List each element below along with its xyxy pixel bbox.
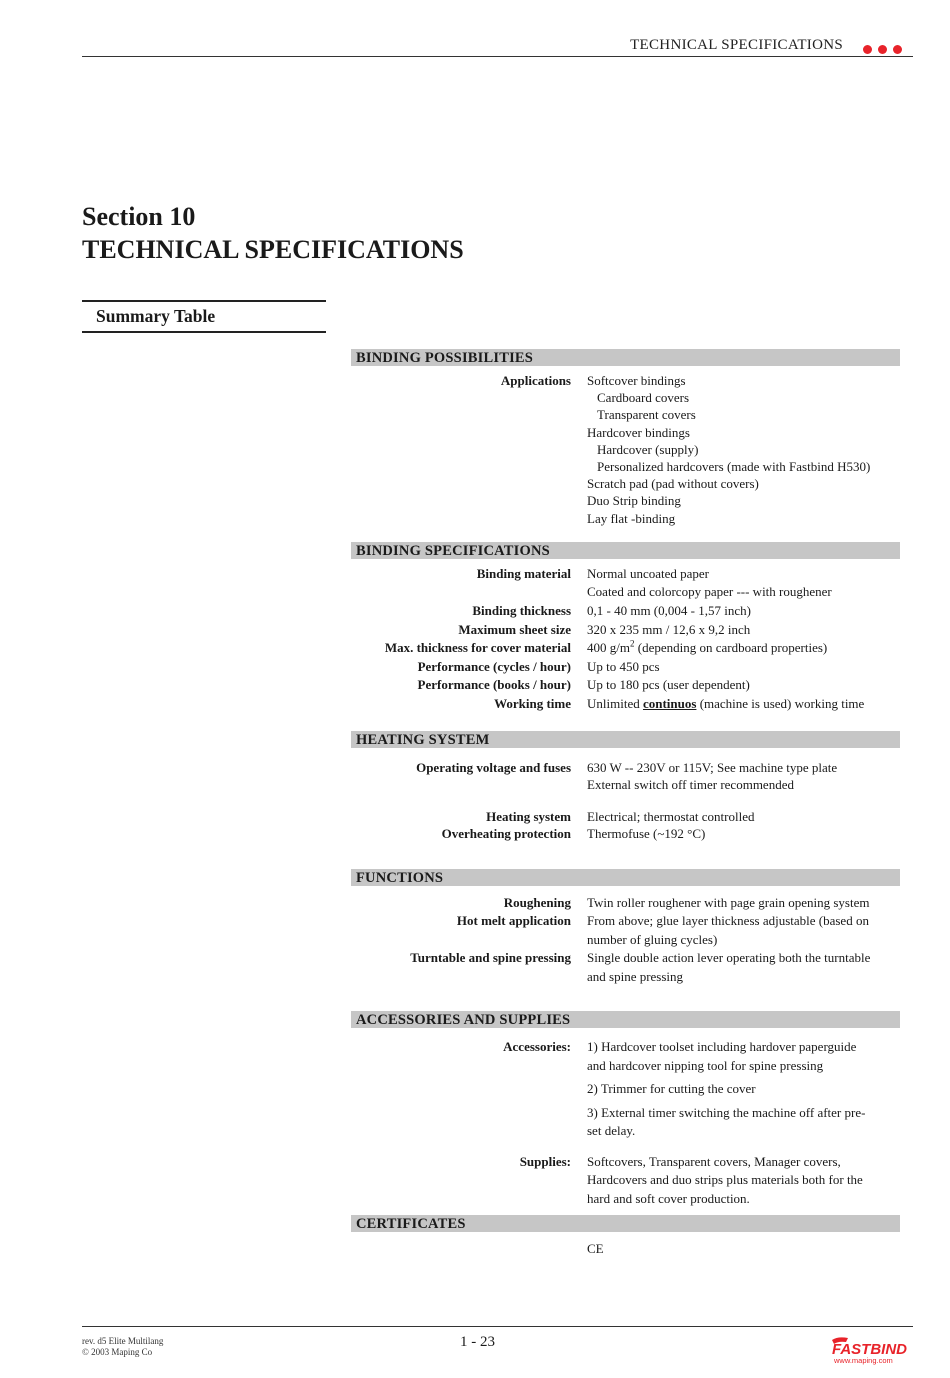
section-title: TECHNICAL SPECIFICATIONS <box>82 235 464 264</box>
spec-label: Supplies: <box>519 1153 571 1169</box>
section-number: Section 10 <box>82 202 196 231</box>
spec-row <box>351 658 900 677</box>
spec-row-heating-system <box>351 808 900 825</box>
spec-value: 630 W -- 230V or 115V; See machine type plate External switch off timer recommended <box>587 759 838 792</box>
spec-value: 320 x 235 mm / 12,6 x 9,2 inch <box>587 621 751 637</box>
spec-row <box>351 676 900 695</box>
page-number: 1 - 23 <box>460 1334 495 1350</box>
spec-value: Softcovers, Transparent covers, Manager covers, Hardcovers and duo strips plus materials both for the hard and soft cover production. <box>587 1153 863 1206</box>
spec-table <box>351 349 900 1258</box>
spec-row <box>351 639 900 658</box>
spec-row <box>351 565 900 584</box>
spec-label <box>351 583 587 602</box>
section-bar-heating-system: HEATING SYSTEM <box>351 731 900 748</box>
spec-line: Hardcover (supply) <box>597 441 699 457</box>
spec-value <box>587 1038 900 1141</box>
spec-line: Lay flat -binding <box>587 510 676 526</box>
spec-value: CE <box>587 1241 604 1257</box>
section-bar-binding-specifications: BINDING SPECIFICATIONS <box>351 542 900 559</box>
spec-label: Overheating protection <box>441 825 571 841</box>
spec-value: Twin roller roughener with page grain opening system <box>587 894 870 910</box>
spec-row-turntable <box>351 949 900 986</box>
fastbind-logo <box>828 1334 912 1366</box>
spec-label: Heating system <box>486 808 571 824</box>
accessory-item: 1) Hardcover toolset including hardover paperguide and hardcover nipping tool for spine pressing <box>587 1039 857 1073</box>
section-bar-functions: FUNCTIONS <box>351 869 900 886</box>
spec-row-hot-melt <box>351 912 900 949</box>
section-bar-certificates: CERTIFICATES <box>351 1215 900 1232</box>
spec-label: Performance (books / hour) <box>417 677 571 693</box>
spec-label: Accessories: <box>503 1039 571 1055</box>
spec-line: Scratch pad (pad without covers) <box>587 476 759 492</box>
revision-text: rev. d5 Elite Multilang <box>82 1336 164 1346</box>
spec-row <box>351 621 900 640</box>
spec-label: Operating voltage and fuses <box>416 759 571 775</box>
spec-row-overheating <box>351 825 900 842</box>
spec-value: Thermofuse (~192 °C) <box>587 825 706 841</box>
spec-value: Up to 450 pcs <box>587 658 660 674</box>
spec-value: From above; glue layer thickness adjustable (based on number of gluing cycles) <box>587 913 869 947</box>
header-rule <box>82 56 913 57</box>
section-bar-binding-possibilities: BINDING POSSIBILITIES <box>351 349 900 366</box>
spec-row-voltage <box>351 759 900 793</box>
spec-value: 0,1 - 40 mm (0,004 - 1,57 inch) <box>587 603 751 619</box>
spec-label: Roughening <box>503 894 571 910</box>
spec-label: Turntable and spine pressing <box>410 950 571 966</box>
spec-label: Maximum sheet size <box>458 621 571 637</box>
spec-row-accessories <box>351 1038 900 1141</box>
spec-row-certificates <box>351 1240 900 1258</box>
accessory-item: 2) Trimmer for cutting the cover <box>587 1081 756 1097</box>
spec-label: Performance (cycles / hour) <box>417 658 571 674</box>
accessory-item: 3) External timer switching the machine off after pre- set delay. <box>587 1104 866 1139</box>
footer-revision <box>82 1336 163 1358</box>
spec-value: Coated and colorcopy paper --- with roughener <box>587 584 832 600</box>
spec-row-roughening <box>351 894 900 913</box>
spec-value: Up to 180 pcs (user dependent) <box>587 677 750 693</box>
spec-value: Single double action lever operating both the turntable and spine pressing <box>587 950 871 984</box>
summary-table-title: Summary Table <box>96 306 216 326</box>
binding-spec-rows <box>351 565 900 714</box>
svg-text:www.maping.com: www.maping.com <box>834 1356 893 1365</box>
spec-value: Normal uncoated paper <box>587 565 710 581</box>
spec-label: Binding thickness <box>472 603 571 619</box>
spec-line: Softcover bindings <box>587 373 686 388</box>
spec-row-supplies <box>351 1153 900 1209</box>
spec-label <box>351 1240 587 1258</box>
svg-text:FASTBIND: FASTBIND <box>832 1341 907 1358</box>
spec-value <box>587 372 900 527</box>
spec-value: 400 $g/m^2$ (depending on cardboard properties) <box>587 638 828 656</box>
copyright-text: © 2003 Maping Co <box>82 1347 153 1357</box>
spec-value: Electrical; thermostat controlled <box>587 808 755 824</box>
spec-line: Transparent covers <box>597 407 696 423</box>
spec-label: Applications <box>500 373 571 388</box>
spec-row-applications <box>351 372 900 527</box>
section-bar-accessories: ACCESSORIES AND SUPPLIES <box>351 1011 900 1028</box>
spec-line: Hardcover bindings <box>587 424 690 440</box>
spec-value: Unlimited continuos (machine is used) working time <box>587 695 865 711</box>
spec-row <box>351 583 900 602</box>
summary-table-heading <box>82 300 326 333</box>
spec-line: Duo Strip binding <box>587 493 681 509</box>
spec-row <box>351 602 900 621</box>
spec-label: Working time <box>494 695 571 711</box>
footer-rule <box>82 1326 913 1327</box>
spec-row <box>351 695 900 714</box>
running-header-title: TECHNICAL SPECIFICATIONS <box>630 37 843 53</box>
spec-label: Hot melt application <box>456 913 571 929</box>
section-heading <box>82 200 464 266</box>
spec-label: Binding material <box>476 565 571 581</box>
spec-line: Cardboard covers <box>597 390 690 406</box>
spec-line: Personalized hardcovers (made with Fastbind H530) <box>597 459 871 475</box>
spec-label: Max. thickness for cover material <box>384 640 571 656</box>
